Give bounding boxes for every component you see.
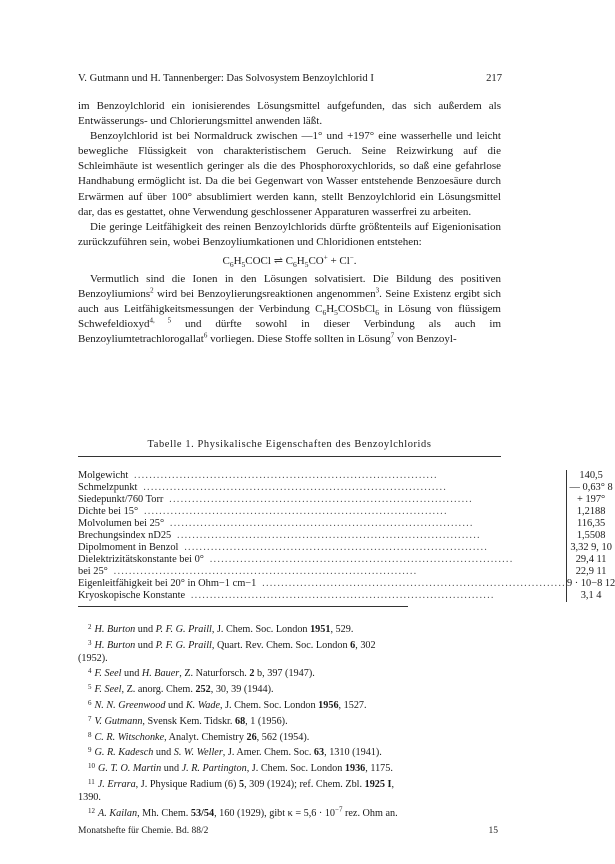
property-name — [78, 482, 566, 494]
property-value: 140,5 — [566, 470, 615, 482]
footnote-11: $^{11}$ J. Errara, J. Physique Radium (6) 5, 309 (1924); ref. Chem. Zbl. 1925 I, — [88, 777, 395, 790]
footnote-12: $^{12}$ A. Kailan, Mh. Chem. 53/54, 160 (1929), gibt $\kappa = 5,6 \cdot 10^{-7}$ rez. Ohm an. — [88, 805, 398, 819]
property-value: 3,1 4 — [566, 590, 615, 602]
running-head — [78, 73, 502, 84]
property-label: Schmelzpunkt — [78, 482, 138, 493]
footnote-9: $^9$ G. R. Kadesch und S. W. Weller, J. Amer. Chem. Soc. 63, 1310 (1941). — [88, 746, 382, 759]
leader-dots: ................................................................................ — [187, 590, 495, 601]
paragraph-2: Benzoylchlorid ist bei Normaldruck zwischen —1° und +197° eine wasserhelle und leicht bewegliche Flüssigkeit von charakteristischem Geruch. Seine Reizwirkung auf die Schleimhäute ist wesentlich geringer als die des Phosphoroxychlorids, so daß eine gefahrlose Handhabung ermöglicht ist. Da die bei Gegenwart von Wasser entstehende Benzoesäure durch Erwärmen auf über 100° absublimiert werden kann, stellt Benzoylchlorid ein Lösungsmittel dar, das es gestattet, ohne Verwendung geschlossener Apparaturen wasserfrei zu arbeiten. — [78, 130, 501, 218]
footnote-10: $^{10}$ G. T. O. Martin und J. R. Partington, J. Chem. Soc. London 1936, 1175. — [88, 762, 393, 775]
sheet-number: 15 — [488, 826, 498, 836]
leader-dots: ................................................................................ — [165, 494, 473, 505]
leader-dots: ................................................................................ — [258, 578, 566, 589]
property-value: 1,5508 — [566, 530, 615, 542]
footnote-11-cont: 1390. — [78, 791, 101, 803]
property-name — [78, 590, 566, 602]
leader-dots: ................................................................................ — [180, 542, 489, 553]
table-title: Tabelle 1. Physikalische Eigenschaften des Benzoylchlorids — [147, 439, 432, 450]
footnotes — [78, 621, 501, 820]
property-label: Dichte bei 15° — [78, 506, 139, 517]
property-value: 22,9 11 — [566, 566, 615, 578]
property-value: — 0,63° 8 — [566, 482, 615, 494]
property-value: + 197° — [566, 494, 615, 506]
property-label: Molgewicht — [78, 470, 129, 481]
property-label: Siedepunkt/760 Torr — [78, 494, 164, 505]
page-footer — [78, 826, 498, 836]
footnote-3: $^3$ H. Burton und P. F. G. Praill, Quart. Rev. Chem. Soc. London 6, 302 — [88, 638, 376, 651]
footnote-4: $^4$ F. Seel und H. Bauer, Z. Naturforsch. 2 b, 397 (1947). — [88, 667, 315, 680]
leader-dots: ................................................................................ — [173, 530, 481, 541]
equilibrium-formula: $C_6H_5COCl$ ⇌ $C_6H_5CO^+ + Cl^-$. — [222, 253, 357, 270]
property-label: Kryoskopische Konstante — [78, 590, 186, 601]
property-name — [78, 542, 566, 554]
leader-dots: ................................................................................ — [139, 482, 448, 493]
paragraph-4: Vermutlich sind die Ionen in den Lösungen solvatisiert. Die Bildung des positiven Benzoyliumions$^2$ wird bei Benzoylierungsreaktionen angenommen$^3$. Seine Existenz ergibt sich auch aus Leitfähigkeitsmessungen der Verbindung $C_6H_5COSbCl_6$ in Lösung von flüssigem Schwefeldioxyd$^{4, 5}$ und dürfte sowohl in dieser Verbindung als auch im Benzoyliumtetrachlorogallat$^6$ vorliegen. Diese Stoffe sollten in Lösung$^7$ von Benzoyl- — [78, 273, 502, 346]
paragraph-3: Die geringe Leitfähigkeit des reinen Benzoylchlorids dürfte größtenteils auf Eigenionisation zurückzuführen sein, wobei Benzoyliumkationen und Chloridionen entstehen: — [78, 220, 501, 248]
table-row — [78, 590, 615, 602]
table-row — [78, 542, 615, 554]
table-row — [78, 518, 615, 530]
property-value: 1,2188 — [566, 506, 615, 518]
leader-dots: ................................................................................ — [140, 506, 448, 517]
table-row — [78, 554, 615, 566]
table-top-rule — [78, 456, 501, 457]
property-label: bei 25° — [78, 566, 108, 577]
leader-dots: ................................................................................ — [205, 554, 514, 565]
table-bottom-rule — [78, 606, 408, 607]
footnote-5: $^5$ F. Seel, Z. anorg. Chem. 252, 30, 39 (1944). — [88, 683, 274, 696]
property-label: Brechungsindex nD25 — [78, 530, 172, 541]
journal-signature: Monatshefte für Chemie. Bd. 88/2 — [78, 826, 209, 836]
property-label: Molvolumen bei 25° — [78, 518, 165, 529]
footnote-2: $^2$ H. Burton und P. F. G. Praill, J. Chem. Soc. London 1951, 529. — [88, 623, 354, 635]
property-name — [78, 554, 566, 566]
table-row — [78, 470, 615, 482]
property-value: 116,35 — [566, 518, 615, 530]
running-head-title: V. Gutmann und H. Tannenberger: Das Solvosystem Benzoylchlorid I — [78, 73, 374, 84]
property-name — [78, 470, 566, 482]
footnote-8: $^8$ C. R. Witschonke, Analyt. Chemistry 26, 562 (1954). — [88, 730, 310, 743]
table-row — [78, 482, 615, 494]
leader-dots: ................................................................................ — [130, 470, 438, 481]
property-name — [78, 578, 566, 590]
table-row — [78, 494, 615, 506]
property-name — [78, 566, 566, 578]
leader-dots: ................................................................................ — [166, 518, 474, 529]
property-label: Dielektrizitätskonstante bei 0° — [78, 554, 204, 565]
property-value: 29,4 11 — [566, 554, 615, 566]
footnote-3-cont: (1952). — [78, 652, 108, 664]
property-name — [78, 530, 566, 542]
body-text — [78, 99, 501, 348]
table-row — [78, 578, 615, 590]
leader-dots: ................................................................................ — [109, 566, 418, 577]
property-label: Dipolmoment in Benzol — [78, 542, 179, 553]
table-row — [78, 506, 615, 518]
page-number: 217 — [486, 73, 502, 84]
property-label: Eigenleitfähigkeit bei 20° in Ohm−1 cm−1 — [78, 578, 257, 589]
property-name — [78, 518, 566, 530]
property-name — [78, 506, 566, 518]
paragraph-1: im Benzoylchlorid ein ionisierendes Lösungsmittel aufgefunden, das sich außerdem als Entwässerungs- und Chlorierungsmittel anwenden läßt. — [78, 100, 501, 128]
property-value: 3,32 9, 10 — [566, 542, 615, 554]
properties-table — [78, 470, 615, 602]
footnote-7: $^7$ V. Gutmann, Svensk Kem. Tidskr. 68, 1 (1956). — [88, 714, 288, 727]
footnote-6: $^6$ N. N. Greenwood und K. Wade, J. Chem. Soc. London 1956, 1527. — [88, 698, 367, 711]
property-name — [78, 494, 566, 506]
property-value: 9 · 10−8 12 — [566, 578, 615, 589]
table-row — [78, 530, 615, 542]
table-row — [78, 566, 615, 578]
